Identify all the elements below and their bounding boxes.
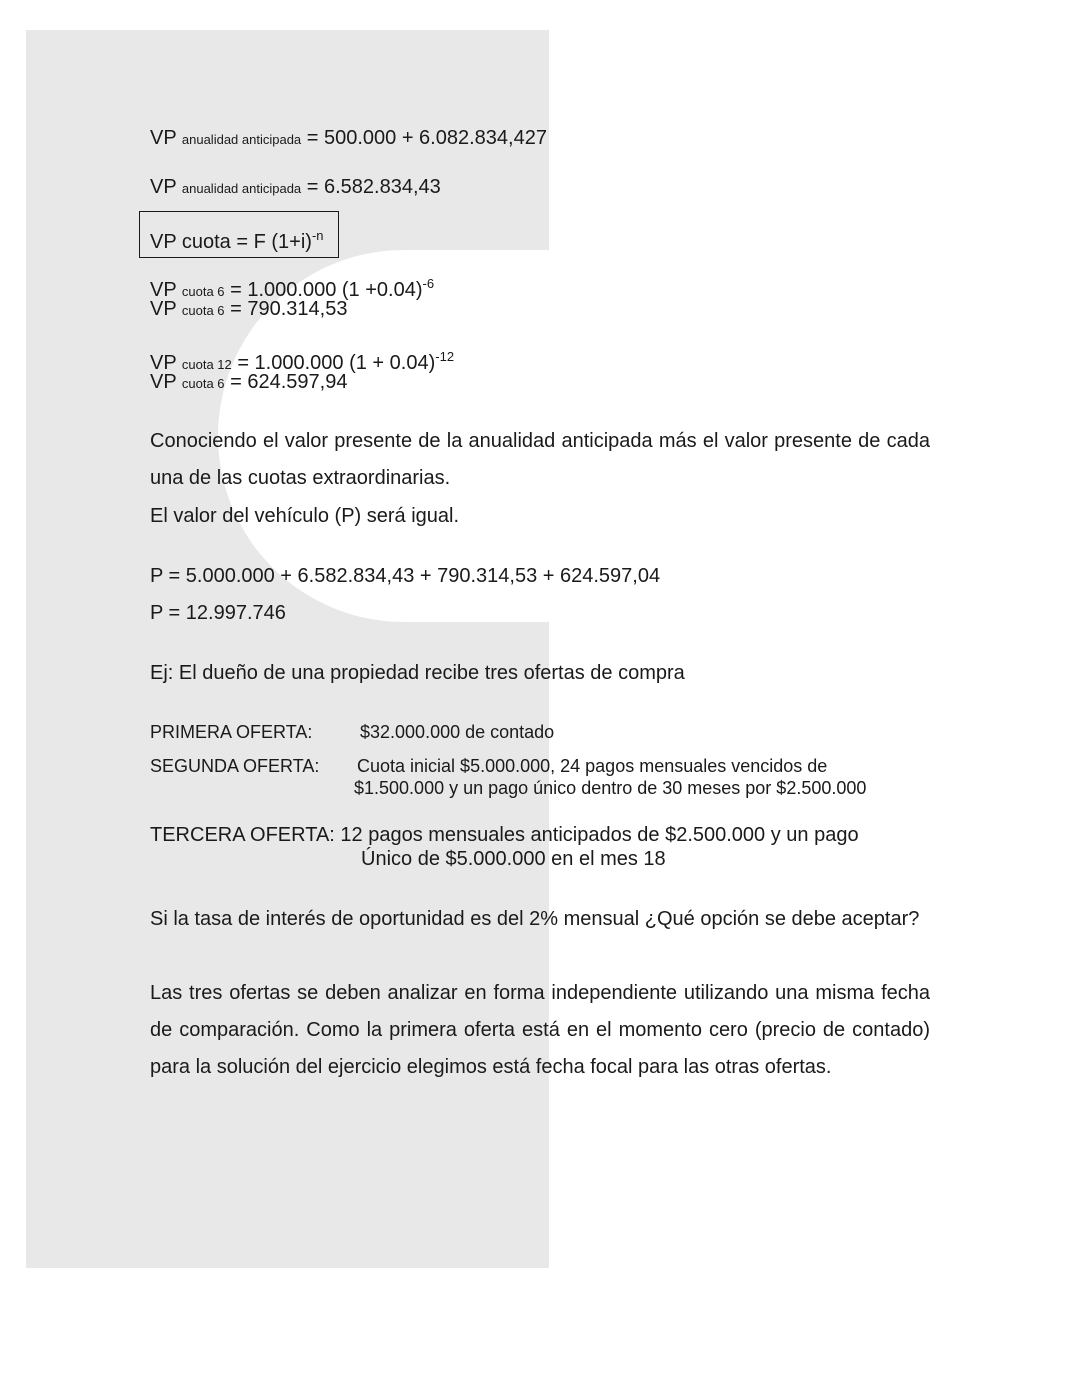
cuota6-formula: VP cuota 6 = 1.000.000 $(1 +0.04)^{-6}$	[150, 276, 435, 301]
cuota12-value: VP cuota 6 = 624.597,94	[150, 371, 348, 393]
second-offer-label: SEGUNDA OFERTA:	[150, 756, 320, 776]
paragraph-present-value: Conociendo el valor presente de la anualidad anticipada más el valor presente de cada una de las cuotas extraordinarias.	[150, 430, 930, 489]
first-offer-label: PRIMERA OFERTA:	[150, 722, 313, 742]
analysis-paragraph: Las tres ofertas se deben analizar en forma independiente utilizando una misma fecha de comparación. Como la primera oferta está en el momento cero (precio de contado) para la solución del ejercicio elegimos está fecha focal para las otras ofertas.	[150, 982, 930, 1078]
p-total-line: P = 12.997.746	[150, 602, 286, 624]
cuota6-value: VP cuota 6 = 790.314,53	[150, 298, 348, 320]
boxed-formula: VP cuota = F $(1+i)^{-n}$	[150, 228, 324, 253]
vp-sum-line: VP anualidad anticipada = 500.000 + 6.082.834,427	[150, 127, 547, 149]
third-offer-line-2: Único de $5.000.000 en el mes 18	[361, 848, 666, 870]
second-offer-text-1: Cuota inicial $5.000.000, 24 pagos mensuales vencidos de	[357, 756, 828, 776]
example-statement: Ej: El dueño de una propiedad recibe tres ofertas de compra	[150, 662, 685, 684]
p-sum-line: P = 5.000.000 + 6.582.834,43 + 790.314,53 + 624.597,04	[150, 565, 661, 587]
cuota12-formula: VP cuota 12 = 1.000.000 $(1 + 0.04)^{-12}$	[150, 349, 455, 374]
paragraph-vehicle-value: El valor del vehículo (P) será igual.	[150, 505, 460, 527]
third-offer-line-1: TERCERA OFERTA: 12 pagos mensuales anticipados de $2.500.000 y un pago	[150, 824, 859, 846]
question-paragraph: Si la tasa de interés de oportunidad es del 2% mensual ¿Qué opción se debe aceptar?	[150, 908, 920, 930]
first-offer-text: $32.000.000 de contado	[360, 722, 555, 742]
vp-total-line: VP anualidad anticipada = 6.582.834,43	[150, 176, 441, 198]
second-offer-text-2: $1.500.000 y un pago único dentro de 30 meses por $2.500.000	[354, 778, 867, 798]
